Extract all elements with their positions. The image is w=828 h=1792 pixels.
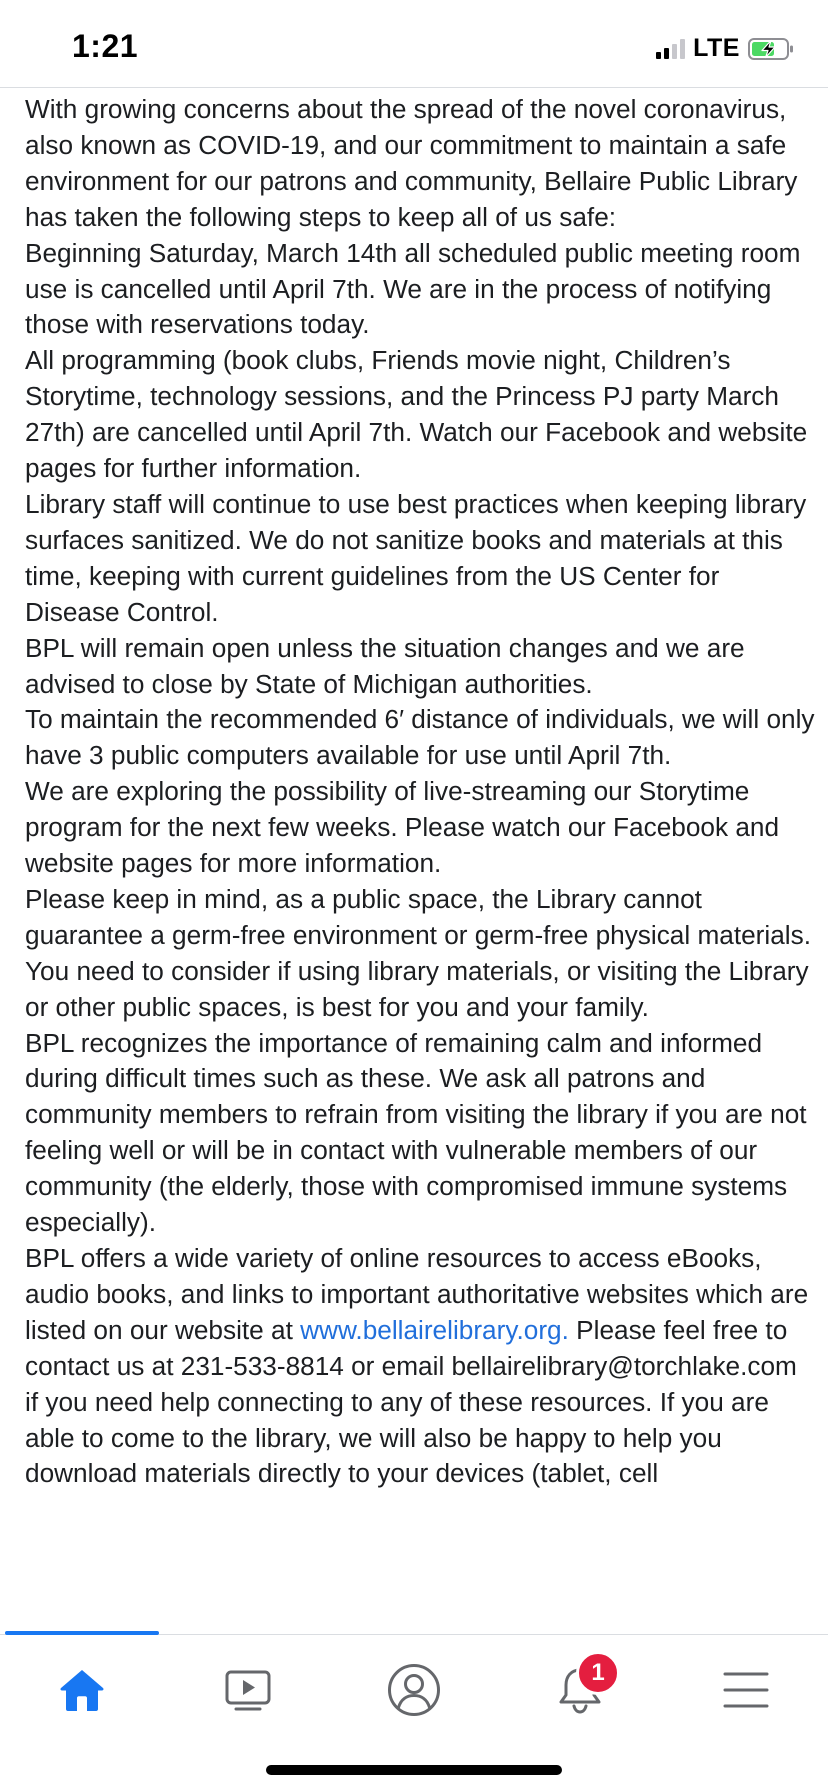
home-indicator[interactable] [266, 1765, 562, 1775]
post-body-text [25, 92, 815, 1492]
tab-notifications[interactable] [530, 1655, 630, 1725]
battery-charging-icon [748, 38, 794, 60]
post-paragraph-sanitizing: Library staff will continue to use best practices when keeping library surfaces sanitized. We do not sanitize books and materials at this time, keeping with current guidelines from the US Center for Disease Control. [25, 488, 807, 627]
library-website-link[interactable]: www.bellairelibrary.org. [300, 1314, 569, 1345]
online-resources-text-end: Please feel free to contact us at 231-533-8814 or email bellairelibrary@torchlake.com if you need help connecting to any of these resources. If you are able to come to the library, we will also be happy to help you download materials directly to your devices (tablet, cell [25, 1314, 797, 1489]
post-paragraph-online-resources [25, 1241, 815, 1492]
video-play-icon [224, 1667, 272, 1713]
post-paragraph-programming: All programming (book clubs, Friends movie night, Children’s Storytime, technology sessions, and the Princess PJ party March 27th) are cancelled until April 7th. Watch our Facebook and website pages for further information. [25, 345, 808, 484]
notification-count-badge: 1 [576, 1651, 620, 1695]
tab-profile[interactable] [364, 1655, 464, 1725]
online-resources-text-start: BPL offers a wide variety of online resources to access eBooks, audio books, and links to important authoritative websites which are listed on our website at [25, 1243, 809, 1345]
post-paragraph-meeting-rooms: Beginning Saturday, March 14th all scheduled public meeting room use is cancelled until April 7th. We are in the process of notifying those with reservations today. [25, 237, 801, 340]
active-tab-indicator [5, 1631, 159, 1635]
profile-icon [387, 1663, 441, 1717]
tab-home[interactable] [32, 1655, 132, 1725]
tab-menu[interactable] [696, 1655, 796, 1725]
post-paragraph-computers: To maintain the recommended 6′ distance of individuals, we will only have 3 public computers available for use until April 7th. [25, 704, 815, 771]
post-paragraph-intro: With growing concerns about the spread of the novel coronavirus, also known as COVID-19, and our commitment to maintain a safe environment for our patrons and community, Bellaire Public Library has taken the following steps to keep all of us safe: [25, 94, 798, 232]
hamburger-menu-icon [722, 1670, 770, 1710]
network-type-label: LTE [693, 34, 740, 62]
post-paragraph-stay-calm: BPL recognizes the importance of remaining calm and informed during difficult times such as these. We ask all patrons and community members to refrain from visiting the library if you are not feeling well or will be in contact with vulnerable members of our community (the elderly, those with compromised immune systems especially). [25, 1027, 807, 1238]
post-paragraph-live-stream: We are exploring the possibility of live-streaming our Storytime program for the next few weeks. Please watch our Facebook and website pages for more information. [25, 776, 780, 879]
home-icon [58, 1667, 106, 1713]
signal-bars-icon [656, 39, 685, 59]
tab-watch[interactable] [198, 1655, 298, 1725]
post-paragraph-germ-free: Please keep in mind, as a public space, the Library cannot guarantee a germ-free environment or germ-free physical materials. You need to consider if using library materials, or visiting the Library or other public spaces, is best for you and your family. [25, 883, 811, 1022]
status-indicators [656, 34, 794, 63]
post-paragraph-open-status: BPL will remain open unless the situation changes and we are advised to close by State of Michigan authorities. [25, 632, 745, 699]
status-time: 1:21 [72, 28, 139, 64]
status-bar [0, 0, 828, 88]
